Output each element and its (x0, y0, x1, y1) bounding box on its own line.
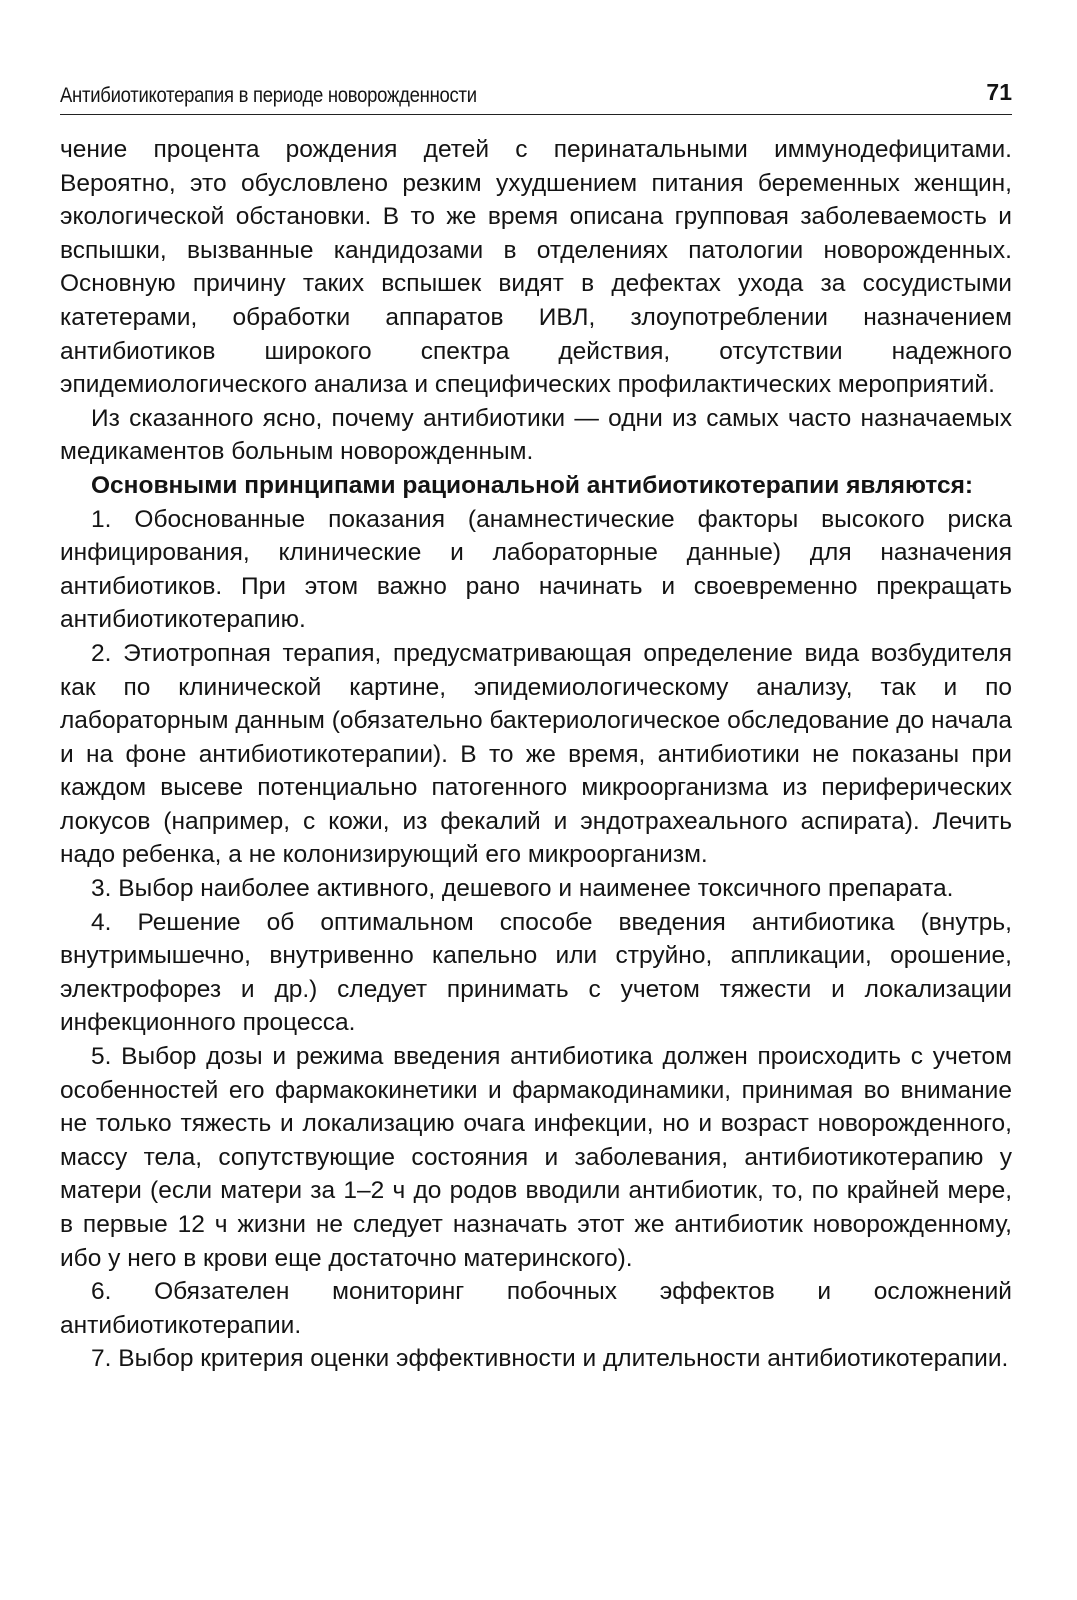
principle-item: 5. Выбор дозы и режима введения антибиотика должен происходить с учетом особенностей его фармакокинетики и фармакодинамики, принимая во внимание не только тяжесть и локализацию очага инфекции, но и возраст новорожденного, массу тела, сопутствующие состояния и заболевания, антибиотикотерапию у матери (если матери за 1–2 ч до родов вводили антибиотик, то, по крайней мере, в первые 12 ч жизни не следует назначать этот же антибиотик новорожденному, ибо у него в крови еще достаточно материнского). (60, 1043, 1012, 1272)
principles-heading-text: Основными принципами рациональной антибиотикотерапии являются (91, 471, 965, 499)
running-header (60, 70, 1012, 115)
principle-item: 6. Обязателен мониторинг побочных эффектов и осложнений антибиотикотерапии. (60, 1278, 1012, 1339)
principle-item: 7. Выбор критерия оценки эффективности и длительности антибиотикотерапии. (91, 1345, 1009, 1373)
book-page (60, 70, 1012, 1376)
page-number: 71 (986, 79, 1012, 105)
principle-item: 1. Обоснованные показания (анамнестические факторы высокого риска инфицирования, клинические и лабораторные данные) для назначения антибиотиков. При этом важно рано начинать и своевременно прекращать антибиотикотерапию. (60, 505, 1012, 634)
paragraph-antibiotics-frequency: Из сказанного ясно, почему антибиотики — одни из самых часто назначаемых медикаментов больным новорожденным. (60, 404, 1012, 466)
principles-heading-colon: : (964, 471, 974, 499)
principle-item: 2. Этиотропная терапия, предусматривающая определение вида возбудителя как по клинической картине, эпидемиологическому анализу, так и по лабораторным данным (обязательно бактериологическое обследование до начала и на фоне антибиотикотерапии). В то же время, антибиотики не показаны при каждом высеве потенциально патогенного микроорганизма из периферических локусов (например, с кожи, из фекалий и эндотрахеального аспирата). Лечить надо ребенка, а не колонизирующий его микроорганизм. (60, 639, 1012, 869)
principles-heading (60, 469, 1012, 503)
running-title: Антибиотикотерапия в периоде новорожденности (60, 84, 477, 107)
paragraph-continued: чение процента рождения детей с перинатальными иммунодефицитами. Вероятно, это обусловлено резким ухудшением питания беременных женщин, экологической обстановки. В то же время описана групповая заболеваемость и вспышки, вызванные кандидозами в отделениях патологии новорожденных. Основную причину таких вспышек видят в дефектах ухода за сосудистыми катетерами, обработки аппаратов ИВЛ, злоупотреблении назначением антибиотиков широкого спектра действия, отсутствии надежного эпидемиологического анализа и специфических профилактических мероприятий. (60, 136, 1012, 399)
body-text (60, 133, 1012, 1376)
principle-item: 4. Решение об оптимальном способе введения антибиотика (внутрь, внутримышечно, внутривенно капельно или струйно, аппликации, орошение, электрофорез и др.) следует принимать с учетом тяжести и локализации инфекционного процесса. (60, 908, 1012, 1037)
principle-item: 3. Выбор наиболее активного, дешевого и наименее токсичного препарата. (91, 875, 954, 903)
